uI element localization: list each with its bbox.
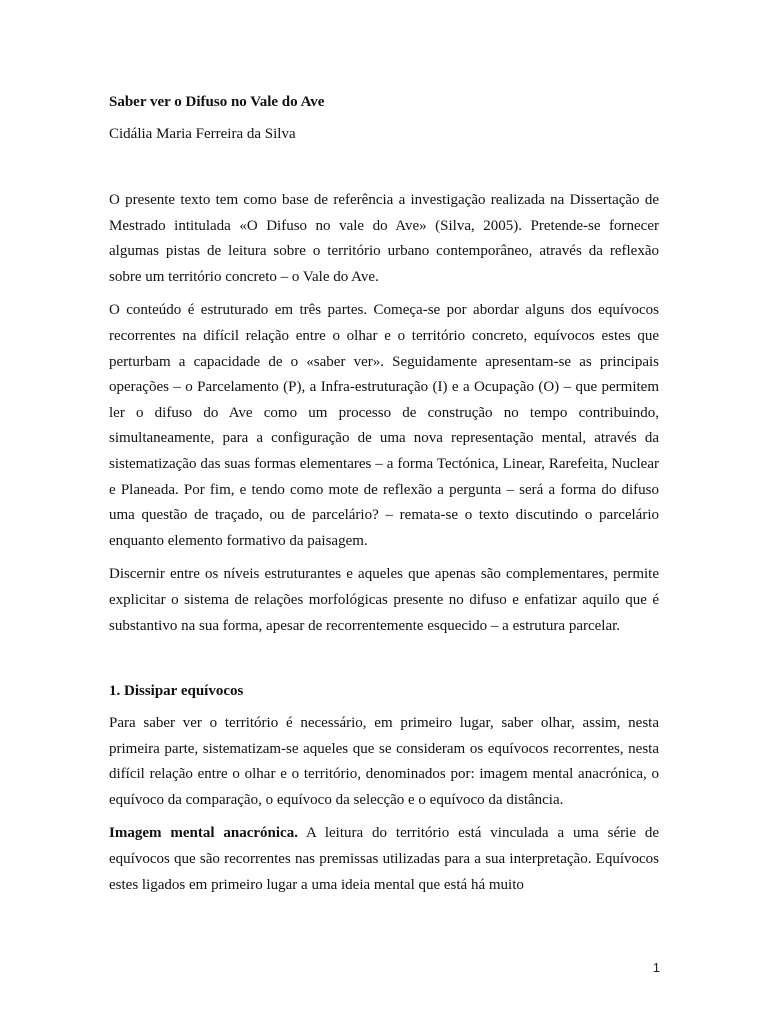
intro-paragraph-3: Discernir entre os níveis estruturantes e aqueles que apenas são complementares, permite explicitar o sistema de relações morfológicas presente no difuso e enfatizar aquilo que é substantivo na sua forma, apesar de recorrentemente esquecido – a estrutura parcelar.: [109, 566, 659, 634]
document-author: Cidália Maria Ferreira da Silva: [109, 126, 296, 142]
page-number: 1: [652, 960, 660, 975]
intro-paragraph-2: O conteúdo é estruturado em três partes. Começa-se por abordar alguns dos equívocos recorrentes na difícil relação entre o olhar e o território concreto, equívocos estes que perturbam a capacidade de o «saber ver». Seguidamente apresentam-se as principais operações – o Parcelamento (P), a Infra-estruturação (I) e a Ocupação (O) – que permitem ler o difuso do Ave como um processo de construção no tempo contribuindo, simultaneamente, para a configuração de uma nova representação mental, através da sistematização das suas formas elementares – a forma Tectónica, Linear, Rarefeita, Nuclear e Planeada. Por fim, e tendo como mote de reflexão a pergunta – será a forma do difuso uma questão de traçado, ou de parcelário? – remata-se o texto discutindo o parcelário enquanto elemento formativo da paisagem.: [109, 302, 659, 549]
intro-paragraph-1: O presente texto tem como base de referência a investigação realizada na Dissertação de Mestrado intitulada «O Difuso no vale do Ave» (Silva, 2005). Pretende-se fornecer algumas pistas de leitura sobre o território urbano contemporâneo, através da reflexão sobre um território concreto – o Vale do Ave.: [109, 192, 659, 285]
section-heading: 1. Dissipar equívocos: [109, 683, 244, 700]
section-paragraph: Para saber ver o território é necessário, em primeiro lugar, saber olhar, assim, nesta primeira parte, sistematizam-se aqueles que se consideram os equívocos recorrentes, nesta difícil relação entre o olhar e o território, denominados por: imagem mental anacrónica, o equívoco da comparação, o equívoco da selecção e o equívoco da distância.: [109, 715, 659, 808]
document-title: Saber ver o Difuso no Vale do Ave: [109, 94, 325, 110]
document-page: [109, 90, 659, 898]
subsection-text: A leitura do território está vinculada a uma série de equívocos que são recorrentes nas premissas utilizadas para a sua interpretação. Equívocos estes ligados em primeiro lugar a uma ideia mental que está há muito: [109, 825, 659, 893]
subsection-paragraph: [109, 821, 659, 898]
subsection-lead: Imagem mental anacrónica.: [109, 825, 298, 842]
